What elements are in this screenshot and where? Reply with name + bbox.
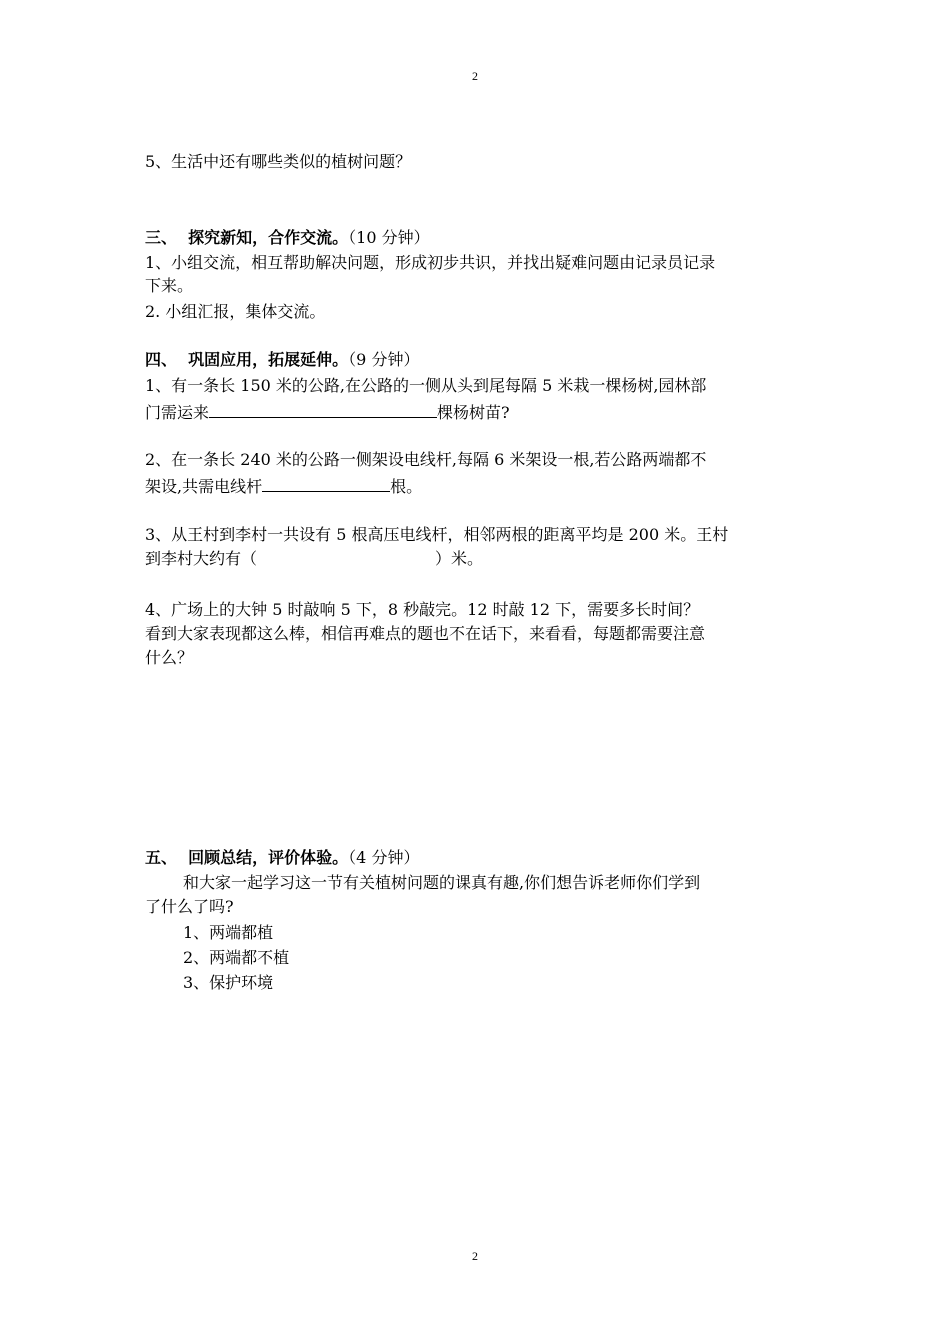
problem-1-text-before: 门需运来 [145, 403, 210, 422]
section-4-title: 巩固应用，拓展延伸。 [188, 350, 349, 369]
section-5-intro-line-1: 和大家一起学习这一节有关植树问题的课真有趣,你们想告诉老师你们学到 [183, 873, 701, 892]
problem-2-line-1: 2、在一条长 240 米的公路一侧架设电线杆,每隔 6 米架设一根,若公路两端都不 [145, 450, 707, 469]
summary-item-2: 2、两端都不植 [183, 948, 290, 967]
problem-2-line-2 [145, 475, 422, 497]
section-3-item-1-line-1: 1、小组交流，相互帮助解决问题，形成初步共识，并找出疑难问题由记录员记录 [145, 253, 716, 272]
problem-4-line-3: 什么？ [145, 648, 194, 667]
problem-2-answer-blank[interactable] [262, 475, 390, 492]
section-5-heading [145, 848, 419, 868]
problem-3-text-after: ）米。 [435, 549, 484, 568]
section-3-time: （10 分钟） [348, 228, 430, 247]
section-3-item-2: 2. 小组汇报，集体交流。 [145, 302, 326, 321]
page-number-bottom: 2 [472, 1249, 478, 1263]
summary-item-1: 1、两端都植 [183, 923, 274, 942]
page-number-top: 2 [472, 69, 478, 83]
section-3-item-1-line-2: 下来。 [145, 276, 194, 295]
section-5-title: 回顾总结，评价体验。 [188, 848, 349, 867]
problem-4-line-2: 看到大家表现都这么棒，相信再难点的题也不在话下，来看看，每题都需要注意 [145, 624, 706, 643]
section-5-label: 五、 [145, 848, 178, 867]
problem-1-text-after: 棵杨树苗? [437, 403, 510, 422]
problem-2-text-before: 架设,共需电线杆 [145, 477, 263, 496]
problem-4-line-1: 4、广场上的大钟 5 时敲响 5 下，8 秒敲完。12 时敲 12 下，需要多长时间？ [145, 600, 700, 619]
problem-1-line-1: 1、有一条长 150 米的公路,在公路的一侧从头到尾每隔 5 米栽一棵杨树,园林部 [145, 376, 707, 395]
section-3-title: 探究新知，合作交流。 [188, 228, 349, 247]
section-5-intro-line-2: 了什么了吗? [145, 897, 234, 916]
problem-3-line-1: 3、从王村到李村一共设有 5 根高压电线杆，相邻两根的距离平均是 200 米。王村 [145, 525, 729, 544]
section-4-label: 四、 [145, 350, 178, 369]
problem-3-line-2 [145, 549, 483, 569]
section-4-time: （9 分钟） [348, 350, 420, 369]
question-5: 5、生活中还有哪些类似的植树问题？ [145, 152, 412, 171]
section-5-time: （4 分钟） [348, 848, 420, 867]
problem-1-line-2 [145, 401, 510, 423]
problem-3-text-before: 到李村大约有（ [145, 549, 258, 568]
problem-1-answer-blank[interactable] [209, 401, 437, 418]
problem-2-text-after: 根。 [390, 477, 423, 496]
summary-item-3: 3、保护环境 [183, 973, 274, 992]
section-3-label: 三、 [145, 228, 178, 247]
section-4-heading [145, 350, 419, 370]
section-3-heading [145, 228, 430, 248]
